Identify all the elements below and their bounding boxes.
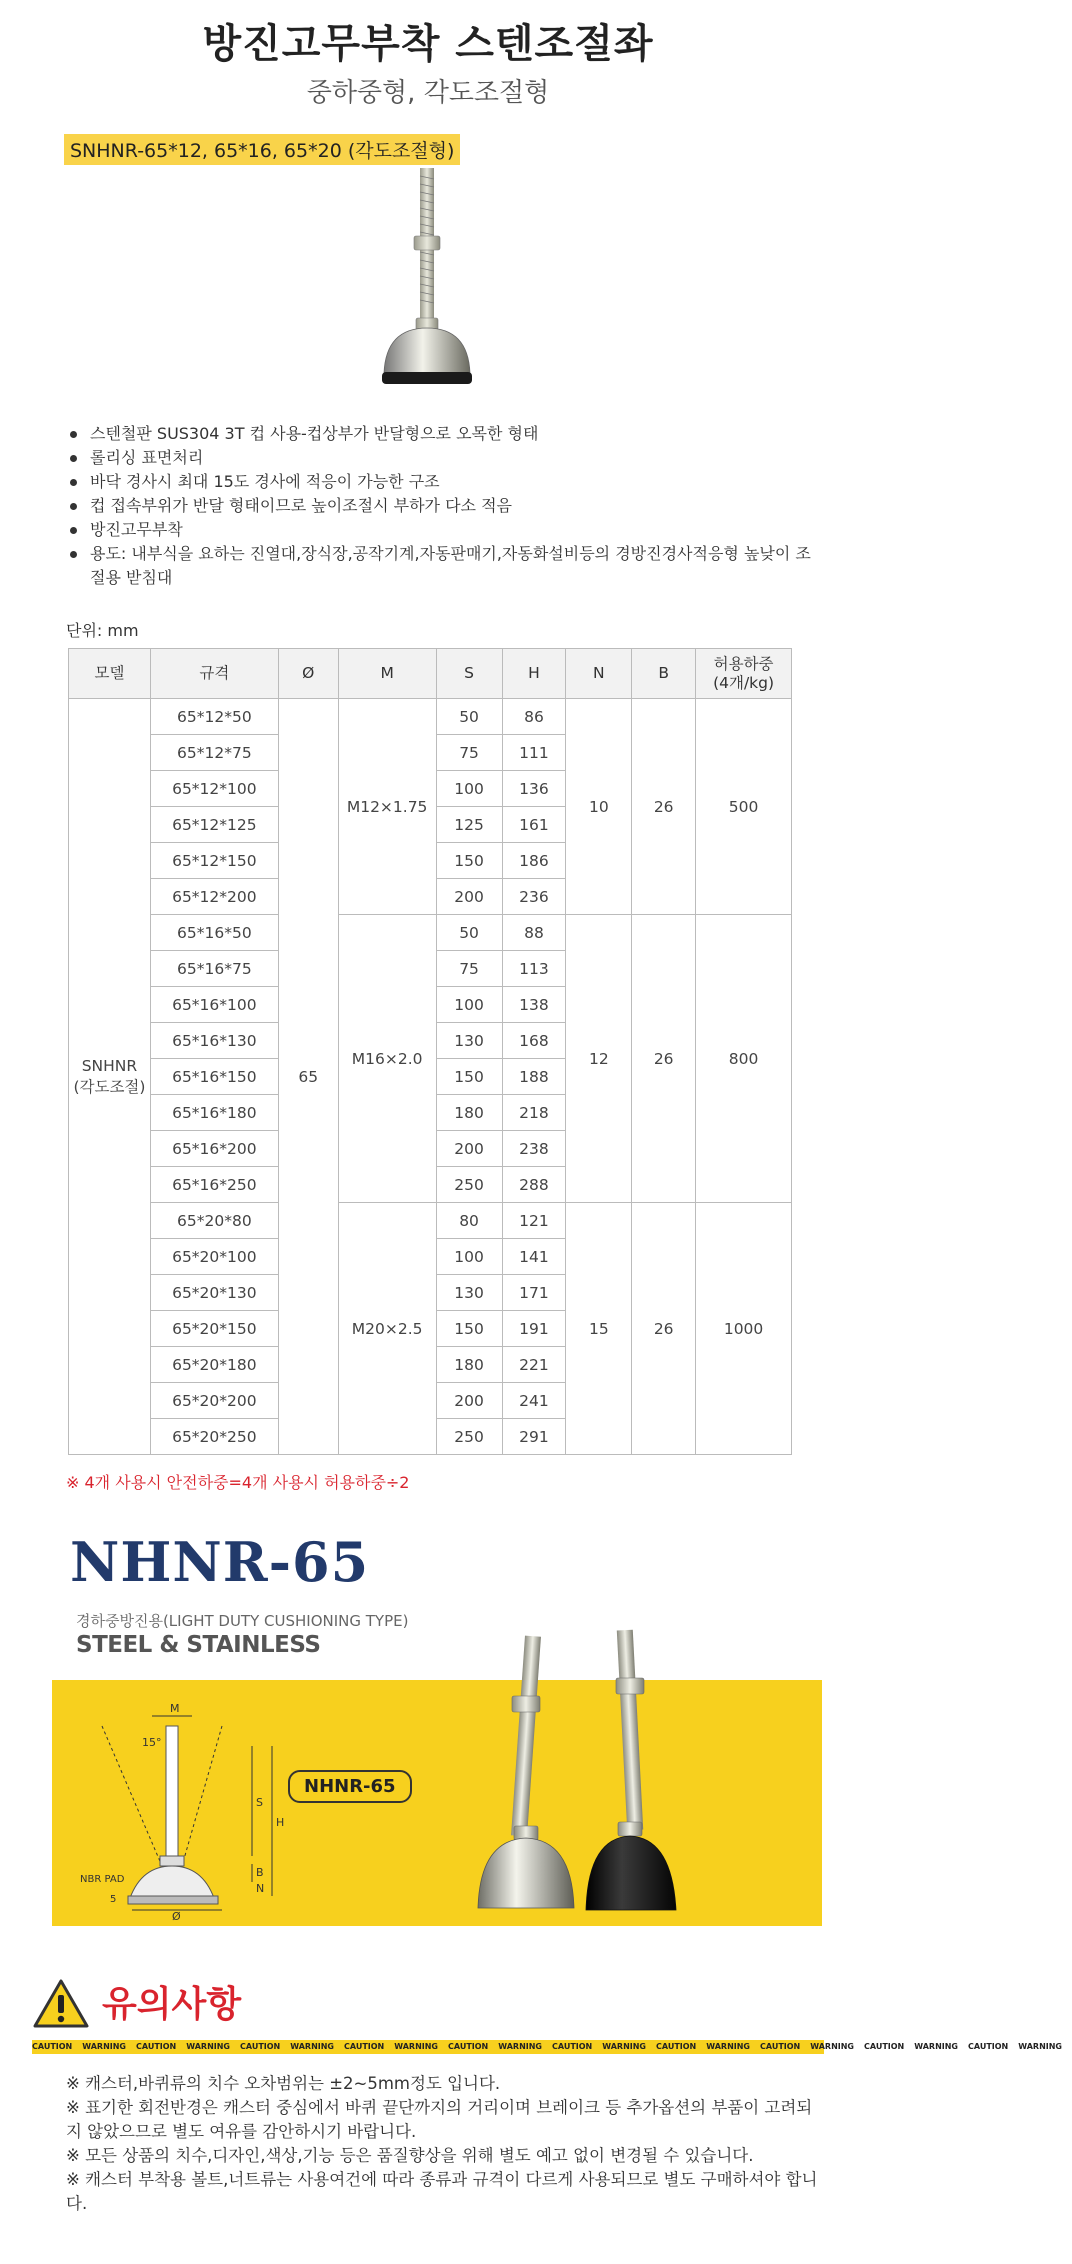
table-header-row — [69, 649, 792, 699]
s-cell: 100 — [436, 987, 502, 1023]
load-cell: 800 — [696, 915, 792, 1203]
h-cell: 138 — [502, 987, 566, 1023]
strip-word: WARNING — [706, 2042, 750, 2051]
table-header-cell: Ø — [278, 649, 338, 699]
s-cell: 75 — [436, 951, 502, 987]
spec-cell: 65*20*80 — [150, 1203, 278, 1239]
strip-word: WARNING — [810, 2042, 854, 2051]
feature-item: 용도: 내부식을 요하는 진열대,장식장,공작기계,자동판매기,자동화설비등의 경방진경사적응형 높낮이 조절용 받침대 — [66, 542, 826, 590]
strip-word: WARNING — [82, 2042, 126, 2051]
table-header-cell: B — [632, 649, 696, 699]
spec-cell: 65*16*200 — [150, 1131, 278, 1167]
spec-cell: 65*12*100 — [150, 771, 278, 807]
spec-cell: 65*12*125 — [150, 807, 278, 843]
spec-cell: 65*20*130 — [150, 1275, 278, 1311]
diagram-label-b: B — [256, 1866, 264, 1879]
h-cell: 121 — [502, 1203, 566, 1239]
spec-table — [68, 648, 792, 1455]
model-cell: SNHNR (각도조절) — [69, 699, 151, 1455]
b-cell: 26 — [632, 915, 696, 1203]
spec-cell: 65*20*150 — [150, 1311, 278, 1347]
s-cell: 50 — [436, 915, 502, 951]
thread-cell: M12×1.75 — [338, 699, 436, 915]
diagram-label-h: H — [276, 1816, 285, 1829]
s-cell: 250 — [436, 1419, 502, 1455]
spec-cell: 65*12*200 — [150, 879, 278, 915]
spec-cell: 65*16*250 — [150, 1167, 278, 1203]
b-cell: 26 — [632, 1203, 696, 1455]
strip-word: CAUTION — [448, 2042, 489, 2051]
table-header-cell: H — [502, 649, 566, 699]
s-cell: 80 — [436, 1203, 502, 1239]
strip-word: CAUTION — [32, 2042, 73, 2051]
diagram-label-pad: NBR PAD — [80, 1874, 125, 1885]
s-cell: 130 — [436, 1023, 502, 1059]
h-cell: 113 — [502, 951, 566, 987]
s-cell: 180 — [436, 1347, 502, 1383]
strip-word: WARNING — [1018, 2042, 1062, 2051]
thread-cell: M20×2.5 — [338, 1203, 436, 1455]
product-label-badge: NHNR-65 — [288, 1770, 412, 1803]
caution-note: ※ 모든 상품의 치수,디자인,색상,기능 등은 품질향상을 위해 별도 예고 없이 변경될 수 있습니다. — [66, 2146, 754, 2165]
feature-item: 바닥 경사시 최대 15도 경사에 적응이 가능한 구조 — [66, 470, 826, 494]
strip-word: WARNING — [602, 2042, 646, 2051]
caution-title: 유의사항 — [102, 1984, 242, 2025]
h-cell: 191 — [502, 1311, 566, 1347]
s-cell: 50 — [436, 699, 502, 735]
table-header-cell: S — [436, 649, 502, 699]
h-cell: 161 — [502, 807, 566, 843]
s-cell: 75 — [436, 735, 502, 771]
diagram-label-m: M — [170, 1702, 180, 1715]
strip-word: CAUTION — [656, 2042, 697, 2051]
spec-cell: 65*16*75 — [150, 951, 278, 987]
diagram-label-five: 5 — [110, 1894, 117, 1905]
warning-icon — [32, 1978, 90, 2030]
diagram-label-n: N — [256, 1882, 265, 1895]
diameter-cell: 65 — [278, 699, 338, 1455]
strip-word: CAUTION — [552, 2042, 593, 2051]
spec-cell: 65*16*180 — [150, 1095, 278, 1131]
s-cell: 150 — [436, 843, 502, 879]
banner-subtitle: 경하중방진용(LIGHT DUTY CUSHIONING TYPE) — [76, 1612, 409, 1630]
b-cell: 26 — [632, 699, 696, 915]
caution-header — [32, 1976, 832, 2032]
spec-cell: 65*12*150 — [150, 843, 278, 879]
strip-word: CAUTION — [344, 2042, 385, 2051]
dimension-diagram — [72, 1686, 302, 1922]
strip-word: WARNING — [186, 2042, 230, 2051]
caution-note: ※ 캐스터 부착용 볼트,너트류는 사용여건에 따라 종류과 규격이 다르게 사용되므로 별도 구매하셔야 합니다. — [66, 2170, 818, 2213]
model-tag: SNHNR-65*12, 65*16, 65*20 (각도조절형) — [64, 134, 460, 165]
spec-cell: 65*16*100 — [150, 987, 278, 1023]
s-cell: 180 — [436, 1095, 502, 1131]
h-cell: 241 — [502, 1383, 566, 1419]
h-cell: 288 — [502, 1167, 566, 1203]
strip-word: WARNING — [394, 2042, 438, 2051]
s-cell: 130 — [436, 1275, 502, 1311]
s-cell: 150 — [436, 1311, 502, 1347]
strip-word: WARNING — [498, 2042, 542, 2051]
feature-list — [66, 422, 826, 590]
s-cell: 100 — [436, 771, 502, 807]
h-cell: 171 — [502, 1275, 566, 1311]
page-subtitle: 중하중형, 각도조절형 — [306, 78, 550, 108]
h-cell: 136 — [502, 771, 566, 807]
strip-word: CAUTION — [968, 2042, 1009, 2051]
spec-cell: 65*16*130 — [150, 1023, 278, 1059]
h-cell: 186 — [502, 843, 566, 879]
caution-list — [66, 2072, 826, 2216]
strip-word: CAUTION — [760, 2042, 801, 2051]
table-header-cell: M — [338, 649, 436, 699]
h-cell: 168 — [502, 1023, 566, 1059]
diagram-label-angle: 15° — [142, 1736, 162, 1749]
banner-title: NHNR-65 — [70, 1530, 370, 1594]
h-cell: 291 — [502, 1419, 566, 1455]
table-row — [69, 915, 792, 951]
feature-item: 스텐철판 SUS304 3T 컵 사용-컵상부가 반달형으로 오목한 형태 — [66, 422, 826, 446]
load-cell: 1000 — [696, 1203, 792, 1455]
spec-cell: 65*12*75 — [150, 735, 278, 771]
caution-warning-strip — [32, 2040, 1062, 2054]
table-header-cell: 규격 — [150, 649, 278, 699]
caution-note: ※ 캐스터,바퀴류의 치수 오차범위는 ±2~5mm정도 입니다. — [66, 2074, 501, 2093]
strip-word: CAUTION — [240, 2042, 281, 2051]
unit-label: 단위: mm — [66, 621, 139, 640]
feature-item: 컵 접속부위가 반달 형태이므로 높이조절시 부하가 다소 적음 — [66, 494, 826, 518]
spec-cell: 65*16*50 — [150, 915, 278, 951]
caution-note: ※ 표기한 회전반경은 캐스터 중심에서 바퀴 끝단까지의 거리이며 브레이크 등 추가옵션의 부품이 고려되지 않았으므로 별도 여유를 감안하시기 바랍니다. — [66, 2098, 813, 2141]
table-header-cell: 허용하중 (4개/kg) — [696, 649, 792, 699]
s-cell: 200 — [436, 879, 502, 915]
load-note: ※ 4개 사용시 안전하중=4개 사용시 허용하중÷2 — [66, 1473, 410, 1492]
s-cell: 200 — [436, 1131, 502, 1167]
h-cell: 188 — [502, 1059, 566, 1095]
diagram-label-s: S — [256, 1796, 263, 1809]
s-cell: 150 — [436, 1059, 502, 1095]
h-cell: 141 — [502, 1239, 566, 1275]
spec-cell: 65*20*180 — [150, 1347, 278, 1383]
feature-item: 롤리싱 표면처리 — [66, 446, 826, 470]
spec-cell: 65*20*100 — [150, 1239, 278, 1275]
s-cell: 125 — [436, 807, 502, 843]
page-title: 방진고무부착 스텐조절좌 — [202, 21, 654, 67]
h-cell: 86 — [502, 699, 566, 735]
n-cell: 12 — [566, 915, 632, 1203]
strip-word: CAUTION — [136, 2042, 177, 2051]
table-row — [69, 699, 792, 735]
spec-cell: 65*20*250 — [150, 1419, 278, 1455]
thread-cell: M16×2.0 — [338, 915, 436, 1203]
table-row — [69, 1203, 792, 1239]
product-banner — [52, 1510, 822, 1930]
spec-cell: 65*12*50 — [150, 699, 278, 735]
s-cell: 100 — [436, 1239, 502, 1275]
load-cell: 500 — [696, 699, 792, 915]
h-cell: 111 — [502, 735, 566, 771]
feature-item: 방진고무부착 — [66, 518, 826, 542]
spec-cell: 65*16*150 — [150, 1059, 278, 1095]
table-header-cell: 모델 — [69, 649, 151, 699]
strip-word: WARNING — [290, 2042, 334, 2051]
h-cell: 88 — [502, 915, 566, 951]
spec-cell: 65*20*200 — [150, 1383, 278, 1419]
diagram-label-dia: Ø — [172, 1910, 181, 1923]
s-cell: 250 — [436, 1167, 502, 1203]
strip-word: WARNING — [914, 2042, 958, 2051]
table-header-cell: N — [566, 649, 632, 699]
h-cell: 221 — [502, 1347, 566, 1383]
s-cell: 200 — [436, 1383, 502, 1419]
bolts-photo — [462, 1626, 742, 1926]
leveling-foot-photo — [370, 168, 480, 398]
n-cell: 10 — [566, 699, 632, 915]
banner-material: STEEL & STAINLESS — [76, 1632, 321, 1658]
n-cell: 15 — [566, 1203, 632, 1455]
h-cell: 238 — [502, 1131, 566, 1167]
h-cell: 236 — [502, 879, 566, 915]
strip-word: CAUTION — [864, 2042, 905, 2051]
h-cell: 218 — [502, 1095, 566, 1131]
